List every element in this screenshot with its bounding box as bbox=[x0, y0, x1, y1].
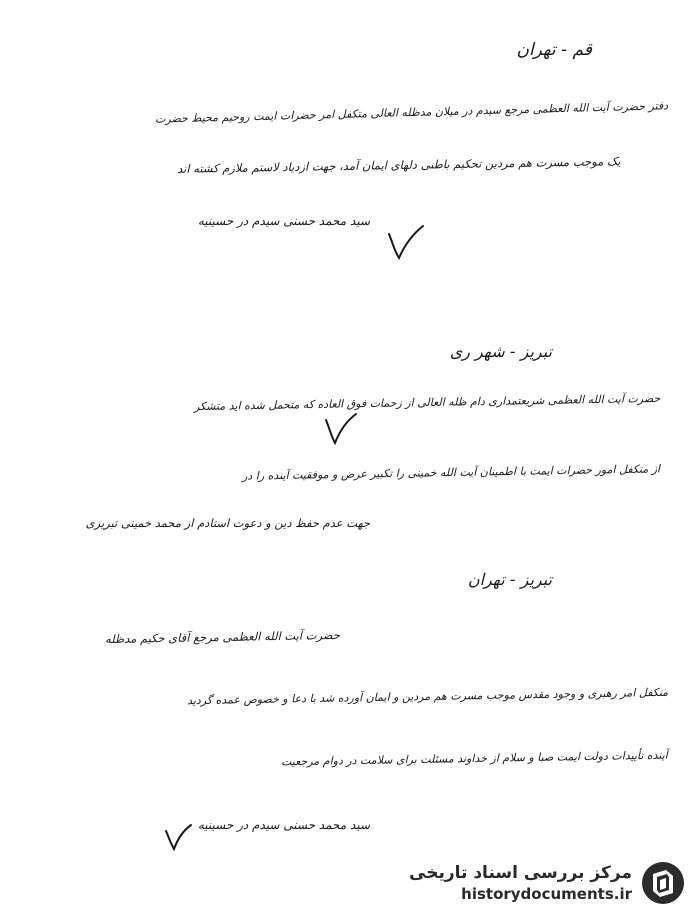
signature-line: سید محمد حسنی سیدم در حسینیه bbox=[197, 818, 370, 832]
checkmark-icon bbox=[322, 410, 358, 446]
section-heading: تبریز - شهر ری bbox=[449, 342, 552, 361]
handwritten-line: آینده تأییدات دولت ایمت صبا و سلام از خداوند مسئلت برای سلامت در دوام مرجعیت bbox=[281, 748, 669, 769]
handwritten-line: از متکفل امور حضرات ایمت با اطمینان آیت الله خمینی را تکبیر عرض و موفقیت آینده را در bbox=[241, 462, 661, 483]
checkmark-icon bbox=[163, 822, 193, 852]
signature-line: سید محمد حسنی سیدم در حسینیه bbox=[197, 214, 370, 228]
watermark bbox=[396, 856, 686, 910]
section-heading: تبریز - تهران bbox=[467, 570, 552, 589]
watermark-title: مرکز بررسی اسناد تاریخی bbox=[409, 863, 632, 883]
logo-icon bbox=[640, 860, 686, 906]
watermark-url: historydocuments.ir bbox=[461, 885, 632, 903]
handwritten-line: متکفل امر رهبری و وجود مقدس موجب مسرت هم مردین و ایمان آورده شد با دعا و خصوص عمده گردید bbox=[186, 685, 669, 708]
signature-line: جهت عدم حفظ دین و دعوت استادم از محمد خمینی تبریزی bbox=[85, 516, 370, 530]
handwritten-line: حضرت آیت الله العظمی شریعتمداری دام ظله العالی از زحمات فوق العاده که متحمل شده اید متشکر bbox=[193, 391, 661, 414]
handwritten-line: یک موجب مسرت هم مردین تحکیم باطنی دلهای ایمان آمد، جهت ازدیاد لاستم ملازم کشته اند bbox=[176, 154, 621, 176]
handwritten-line: دفتر حضرت آیت الله العظمی مرجع سیدم در میلان مدظله العالی متکفل امر حضرات ایمت روحیم محیط حضرت bbox=[154, 99, 669, 126]
section-heading: قم - تهران bbox=[516, 40, 592, 60]
checkmark-icon bbox=[385, 222, 425, 262]
handwritten-line: حضرت آیت الله العظمی مرجع آقای حکیم مدظله bbox=[104, 627, 341, 647]
